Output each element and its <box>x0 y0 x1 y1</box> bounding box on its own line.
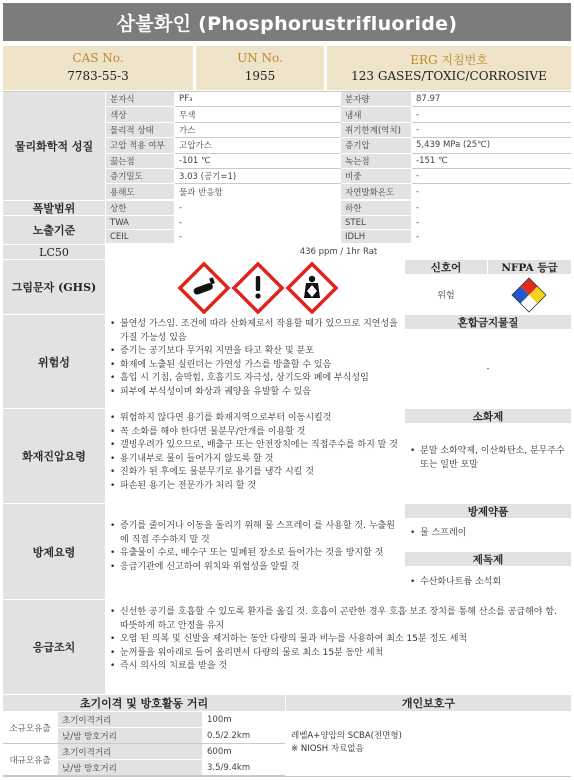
property-label: 물리적 상태 <box>106 123 174 137</box>
exposure-value: - <box>179 217 183 228</box>
property-label: 증기밀도 <box>106 169 174 183</box>
list-item: • 진화가 된 후에도 물분무기로 용기를 냉각 시킬 것 <box>110 466 402 480</box>
nfpa-label: NFPA 등급 <box>488 260 571 274</box>
list-item: • 증기를 줄이거나 이동을 돌리기 위해 물 스프레이 를 사용할 것. 누출원에 직접 주수하지 말 것 <box>110 520 402 547</box>
un-label: UN No. <box>237 51 283 65</box>
list-item: • 오염 된 의복 및 신발을 제거하는 동안 다량의 물과 비누를 사용하여 최소 15분 정도 세척 <box>110 633 568 647</box>
list-item: • 위험하지 않다면 용기를 화재지역으로부터 이동시킬것 <box>110 412 402 426</box>
property-label: 고압 적용 여부 <box>106 138 174 152</box>
firstaid-list-box <box>110 606 568 692</box>
list-item: • 불연성 가스임. 조건에 따라 산화제로서 작용할 때가 있으므로 지연성을 가질 가능성 있음 <box>110 318 402 345</box>
ghs-pictogram-row <box>106 260 404 314</box>
property-value: PF₃ <box>179 94 193 105</box>
property-label: 분자식 <box>106 92 174 106</box>
distance-label: 낮/밤 방호거리 <box>58 760 202 775</box>
property-value: 3.03 (공기=1) <box>179 172 237 183</box>
row-divider <box>412 168 571 169</box>
property-value: 고압가스 <box>179 141 212 152</box>
hazard-list-box <box>110 318 402 406</box>
distance-label: 초기이격거리 <box>58 712 202 727</box>
ghs-pictograms <box>106 260 404 314</box>
extinguisher-header: 소화제 <box>405 409 571 423</box>
exposure-label: TWA <box>106 216 174 229</box>
divider <box>3 91 571 92</box>
row-divider <box>175 137 341 138</box>
exposure-value: - <box>416 217 420 228</box>
row-divider <box>175 122 341 123</box>
ppe-line-1: 레벨A+양압의 SCBA(전면형) <box>291 731 402 741</box>
defense-agent-header: 방제약품 <box>405 504 571 518</box>
defense-agent-value: • 물 스프레이 <box>410 527 568 541</box>
physical-table <box>106 92 571 200</box>
exposure-label: CEIL <box>106 230 174 243</box>
exposure-table <box>106 216 571 244</box>
property-label: 색상 <box>106 107 174 121</box>
list-item: • 응급기관에 신고하여 위치와 위험성을 알릴 것 <box>110 561 402 575</box>
health-hazard-icon <box>288 264 336 312</box>
lc50-label: LC50 <box>3 245 105 259</box>
list-item: • 갤빙우려가 있으므로, 배출구 또는 안전장치에는 직접주수를 하지 말 것 <box>110 439 402 453</box>
property-label: 증기압 <box>341 138 411 152</box>
distance-value: 0.5/2.2km <box>207 730 251 741</box>
property-label: 자연발화온도 <box>341 184 411 198</box>
list-item: • 흡입 시 기침, 숨막힘, 호흡기도 자극성, 상기도와 폐에 부식성임 <box>110 372 402 386</box>
firstaid-list <box>110 606 568 674</box>
lc50-value: 436 ppm / 1hr Rat <box>299 247 378 257</box>
list-item: • 유출물이 수로, 배수구 또는 밀폐된 장소로 들어가는 것을 방지할 것 <box>110 547 402 561</box>
fire-section-header: 화재진압요령 <box>3 409 105 503</box>
explosion-section-header: 폭발범위 <box>3 201 105 215</box>
property-label: 녹는점 <box>341 154 411 168</box>
list-item: • 신선한 공기를 호흡할 수 있도록 환자를 옮길 것. 호흡이 곤란한 경우 호흡 보조 장치를 통해 산소를 공급해야 함. 따뜻하게 하고 안정을 유지 <box>110 606 568 633</box>
exposure-label: IDLH <box>341 230 411 243</box>
defense-section-header: 방제요령 <box>3 504 105 599</box>
property-label: 냄새 <box>341 107 411 121</box>
list-item: • 피부에 부식성이며 화상과 궤양을 유발할 수 있음 <box>110 386 402 400</box>
explosion-upper-label: 하한 <box>341 201 411 215</box>
list-item: • 용기내부로 물이 들어가지 않도록 할 것 <box>110 453 402 467</box>
exposure-value: - <box>179 231 183 242</box>
defense-agent-box <box>410 527 568 543</box>
property-label: 취기한계(역치) <box>341 123 411 137</box>
row-divider <box>175 106 341 107</box>
cas-block <box>3 46 193 90</box>
exclamation-icon <box>234 264 282 312</box>
list-item: • 즉시 의사의 치료를 받을 것 <box>110 660 568 674</box>
incompatible-value: - <box>486 364 490 374</box>
extinguisher-value: • 분말 소화약제, 이산화탄소, 분무주수 또는 일반 포말 <box>410 445 568 472</box>
property-value: 87.97 <box>416 94 441 105</box>
list-item: • 눈꺼풀을 위아래로 들어 올리면서 다량의 물로 최소 15분 동안 세척 <box>110 647 568 661</box>
explosion-upper-value: - <box>416 203 420 213</box>
exposure-label: STEL <box>341 216 411 229</box>
ppe-line-2: ※ NIOSH 자료없음 <box>291 744 364 754</box>
row-divider <box>412 153 571 154</box>
ppe-box <box>291 730 567 770</box>
spill-size-label: 대규모유출 <box>9 755 51 766</box>
page-title: 삼불화인 (Phosphorustrifluoride) <box>3 3 571 41</box>
cas-label: CAS No. <box>72 51 124 65</box>
ghs-section-header: 그림문자 (GHS) <box>3 260 105 314</box>
decontaminant-box <box>410 576 568 592</box>
row-divider <box>412 106 571 107</box>
signal-word-label: 신호어 <box>405 260 487 274</box>
property-value: -151 ℃ <box>416 155 448 166</box>
list-item: • 화재에 노출된 실린더는 가연성 가스를 방출할 수 있음 <box>110 359 402 373</box>
property-value: - <box>416 186 420 197</box>
property-value: - <box>416 124 420 135</box>
property-label: 분자량 <box>341 92 411 106</box>
distance-value: 600m <box>207 746 232 757</box>
explosion-lower-value: - <box>179 203 183 213</box>
ppe-header: 개인보호구 <box>286 695 571 711</box>
extinguisher-box <box>410 445 568 485</box>
fire-list-box <box>110 412 402 502</box>
defense-list <box>110 520 402 574</box>
row-divider <box>412 137 571 138</box>
un-block <box>196 46 324 90</box>
distance-value: 100m <box>207 714 232 725</box>
property-value: 가스 <box>179 125 196 136</box>
property-value: 무색 <box>179 110 196 121</box>
exposure-section-header: 노출기준 <box>3 216 105 244</box>
row-divider <box>412 183 571 184</box>
isolation-table <box>3 712 285 776</box>
distance-label: 낮/밤 방호거리 <box>58 728 202 743</box>
erg-label: ERG 지침번호 <box>410 53 488 67</box>
gas-cylinder-icon <box>180 264 228 312</box>
defense-list-box <box>110 520 402 598</box>
row-divider <box>412 122 571 123</box>
spill-size-label: 소규모유출 <box>9 723 51 734</box>
hazard-list <box>110 318 402 399</box>
incompatible-header: 혼합금지물질 <box>405 315 571 329</box>
signal-word-value: 위험 <box>437 291 455 301</box>
hazard-section-header: 위험성 <box>3 315 105 408</box>
property-value: 5,439 MPa (25℃) <box>416 140 491 151</box>
property-value: - <box>416 109 420 120</box>
list-item: • 꼭 소화를 해야 한다면 물분무/안개를 이용할 것 <box>110 426 402 440</box>
firstaid-section-header: 응급조치 <box>3 600 105 694</box>
physical-section-header: 물리화학적 성질 <box>3 92 105 200</box>
erg-block <box>327 46 571 90</box>
nfpa-diamond-icon <box>488 275 571 314</box>
fire-list <box>110 412 402 493</box>
un-value: 1955 <box>244 69 276 83</box>
decontaminant-header: 제독제 <box>405 552 571 566</box>
property-label: 용해도 <box>106 184 174 198</box>
explosion-row <box>106 201 571 215</box>
divider <box>3 776 571 777</box>
cas-value: 7783-55-3 <box>67 69 129 83</box>
exposure-value: - <box>416 231 420 242</box>
row-divider <box>175 168 341 169</box>
property-value: -101 ℃ <box>179 155 211 166</box>
property-label: 비중 <box>341 169 411 183</box>
erg-value: 123 GASES/TOXIC/CORROSIVE <box>351 69 547 83</box>
isolation-header: 초기이격 및 방호활동 거리 <box>3 695 285 711</box>
distance-value: 3.5/9.4km <box>207 762 251 773</box>
row-divider <box>175 183 341 184</box>
row-divider <box>175 153 341 154</box>
list-item: • 파손된 용기는 전문가가 처리 할 것 <box>110 480 402 494</box>
property-value: 물과 반응함 <box>179 187 223 198</box>
nfpa-diamond <box>488 275 571 314</box>
explosion-lower-label: 상한 <box>106 201 174 215</box>
distance-label: 초기이격거리 <box>58 744 202 759</box>
list-item: • 증기는 공기보다 무거워 지면을 타고 확산 및 분포 <box>110 345 402 359</box>
decontaminant-value: • 수산화나트륨 소석회 <box>410 576 568 590</box>
property-label: 끓는점 <box>106 154 174 168</box>
property-value: - <box>416 171 420 182</box>
